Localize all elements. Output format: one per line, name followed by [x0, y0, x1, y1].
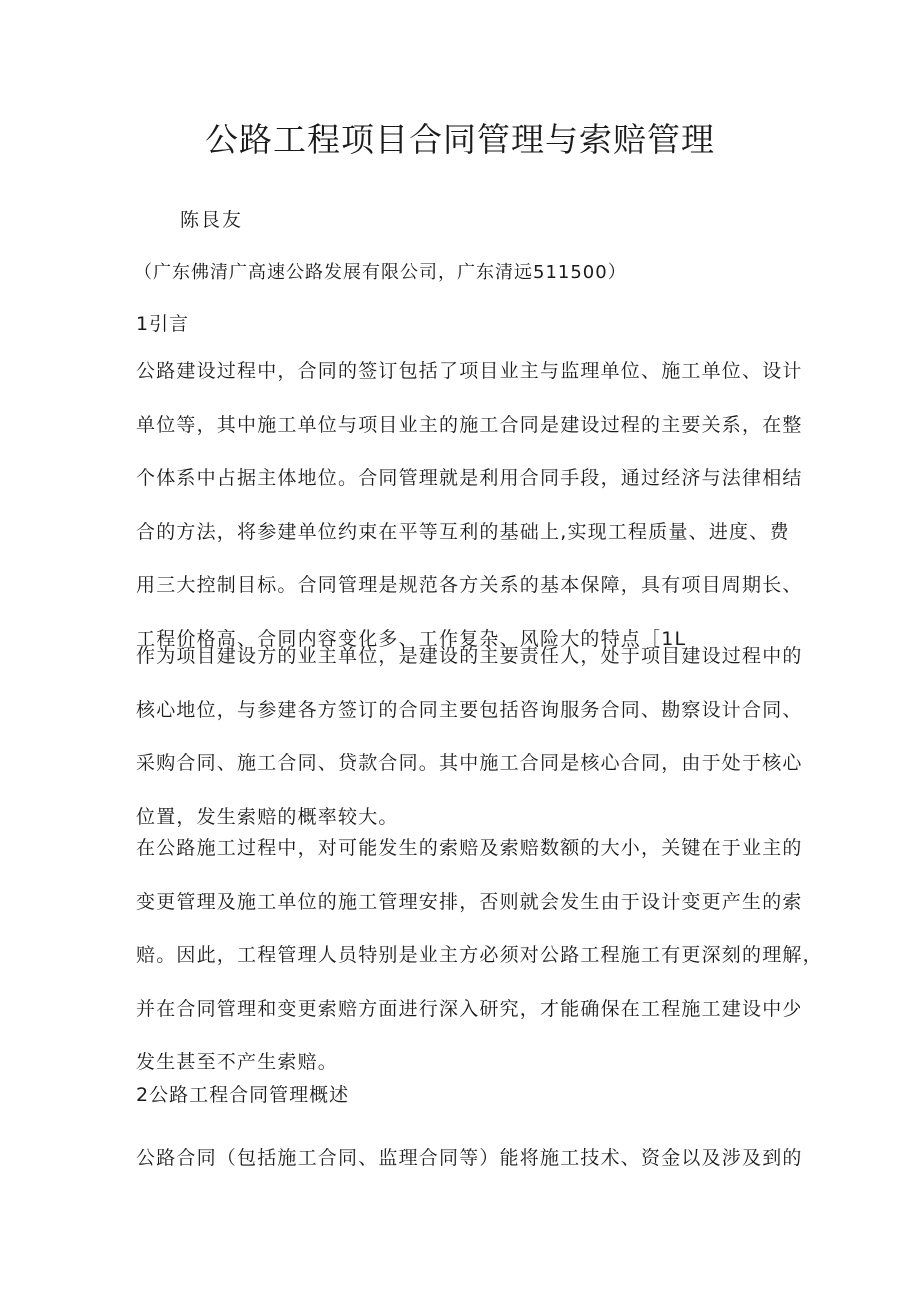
- text-line: 位置，发生索赔的概率较大。: [136, 805, 399, 828]
- text-line: 用三大控制目标。合同管理是规范各方关系的基本保障，具有项目周期长、: [136, 574, 803, 596]
- paragraph-introduction-1: [136, 345, 803, 666]
- paragraph-contract-overview-1: [136, 1132, 803, 1186]
- text-line: 并在合同管理和变更索赔方面进行深入研究，才能确保在工程施工建设中少: [136, 997, 803, 1020]
- text-line: 单位等，其中施工单位与项目业主的施工合同是建设过程的主要关系，在整: [136, 413, 803, 436]
- section-heading-introduction: 1引言: [136, 313, 190, 335]
- text-line: 核心地位，与参建各方签订的合同主要包括咨询服务合同、勘察设计合同、: [136, 698, 803, 721]
- text-line: 工程价格高、合同内容变化多、工作复杂、风险大的特点［1L: [136, 627, 687, 650]
- section-heading-contract-overview: 2公路工程合同管理概述: [136, 1084, 350, 1106]
- paragraph-introduction-2: [136, 630, 803, 844]
- paragraph-introduction-3: [136, 822, 823, 1090]
- author-affiliation: （广东佛清广高速公路发展有限公司，广东清远511500）: [134, 262, 627, 283]
- author-name: 陈艮友: [180, 209, 244, 231]
- document-title: 公路工程项目合同管理与索赔管理: [205, 120, 715, 159]
- text-line: 个体系中占据主体地位。合同管理就是利用合同手段，通过经济与法律相结: [136, 467, 803, 489]
- text-line: 在公路施工过程中，对可能发生的索赔及索赔数额的大小，关键在于业主的: [136, 837, 803, 859]
- text-line: 赔。因此，工程管理人员特别是业主方必须对公路工程施工有更深刻的理解，: [136, 944, 823, 966]
- text-line: 作为项目建设方的业主单位，是建设的主要责任人，处于项目建设过程中的: [136, 645, 803, 667]
- text-line: 公路建设过程中，合同的签订包括了项目业主与监理单位、施工单位、设计: [136, 360, 803, 382]
- text-line: 采购合同、施工合同、贷款合同。其中施工合同是核心合同，由于处于核心: [136, 752, 803, 774]
- text-line: 公路合同（包括施工合同、监理合同等）能将施工技术、资金以及涉及到的: [136, 1147, 803, 1169]
- text-line: 发生甚至不产生索赔。: [136, 1051, 339, 1073]
- text-line: 合的方法，将参建单位约束在平等互利的基础上,实现工程质量、进度、费: [136, 520, 790, 543]
- text-line: 变更管理及施工单位的施工管理安排，否则就会发生由于设计变更产生的索: [136, 890, 803, 913]
